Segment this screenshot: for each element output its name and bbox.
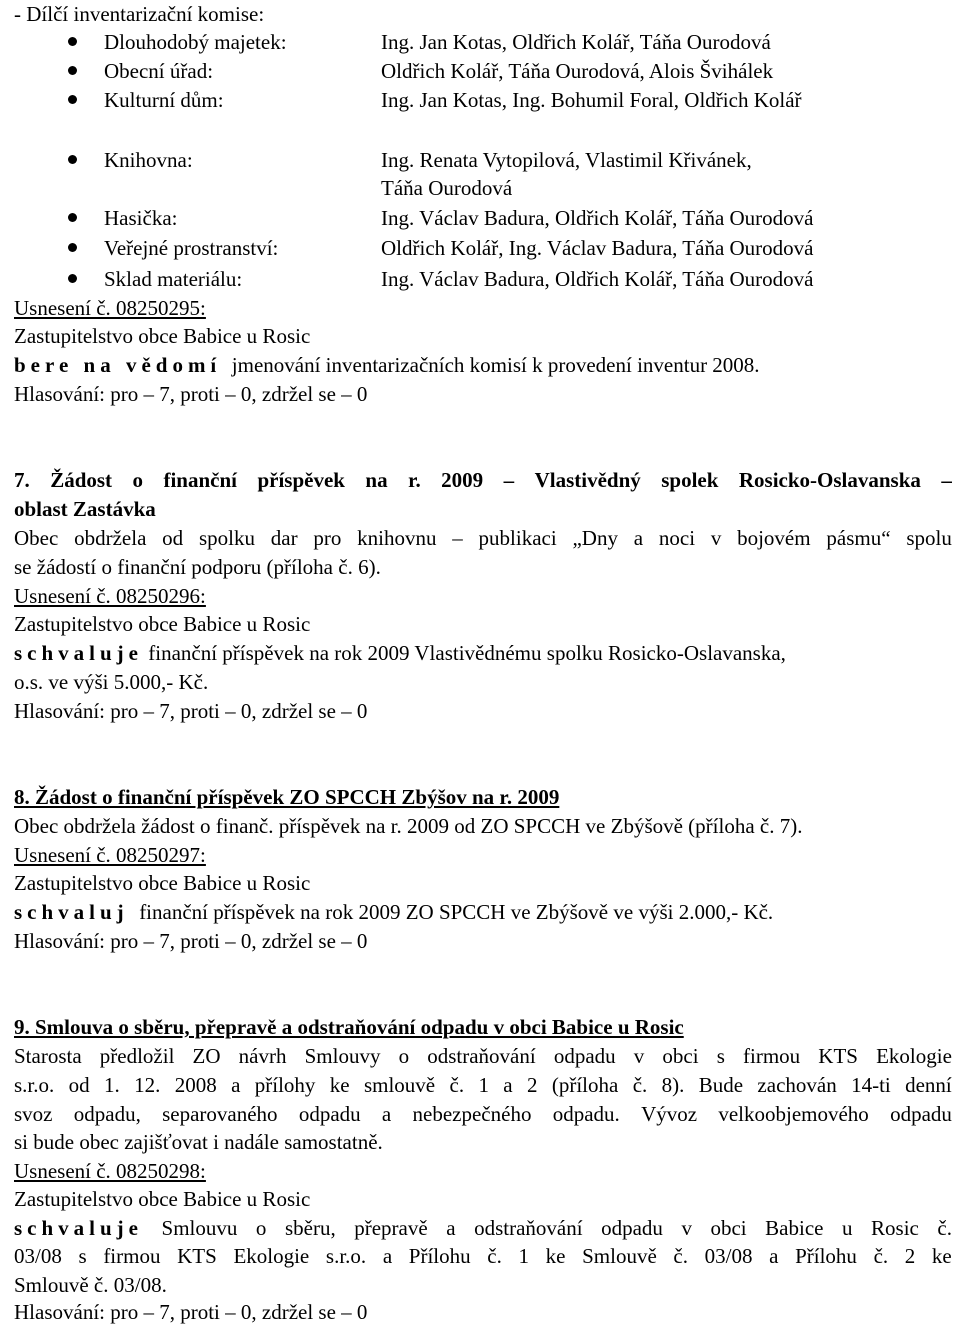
word: a xyxy=(503,1073,513,1097)
bullet-icon xyxy=(68,37,77,46)
word: Starosta xyxy=(14,1044,82,1068)
word: od xyxy=(68,1073,90,1097)
agenda-item-title: 9. Smlouva o sběru, přepravě a odstraňování odpadu v obci Babice u Rosic xyxy=(14,1015,684,1039)
word: KTS xyxy=(177,1244,217,1268)
word: Bude xyxy=(698,1073,744,1097)
commission-members: Ing. Václav Badura, Oldřich Kolář, Táňa Ourodová xyxy=(381,267,814,291)
word: ke xyxy=(931,1244,952,1268)
word: odpadu xyxy=(298,1102,361,1126)
word: č. xyxy=(632,1073,648,1097)
agenda-item-title: 8. Žádost o finanční příspěvek ZO SPCCH Zbýšov na r. 2009 xyxy=(14,785,560,809)
resolution-number: Usnesení č. 08250298: xyxy=(14,1159,206,1183)
word: – xyxy=(941,468,952,492)
resolution-text xyxy=(14,351,760,379)
word: 12. xyxy=(134,1073,161,1097)
resolution-verb: schvaluj xyxy=(14,900,129,924)
word: na xyxy=(365,468,388,492)
word: KTS xyxy=(818,1044,858,1068)
resolution-content: finanční příspěvek na rok 2009 ZO SPCCH ve Zbýšově ve výši 2.000,- Kč. xyxy=(139,900,774,924)
word: nebezpečného xyxy=(412,1102,532,1126)
word: a xyxy=(381,1102,392,1126)
word: Vlastivědný xyxy=(534,468,641,492)
word: Babice xyxy=(765,1216,824,1240)
word: Ekologie xyxy=(233,1244,310,1268)
agenda-item-desc-line: se žádostí o finanční podporu (příloha č. 6). xyxy=(14,555,381,579)
word: o xyxy=(398,1044,410,1068)
word: a xyxy=(446,1216,456,1240)
agenda-item-title-line xyxy=(14,466,952,494)
commission-item xyxy=(14,204,954,232)
word: finanční xyxy=(163,468,237,492)
agenda-item-desc-line xyxy=(14,1042,952,1070)
resolution-text xyxy=(14,898,773,926)
word: č. xyxy=(449,1073,465,1097)
commission-members: Oldřich Kolář, Táňa Ourodová, Alois Švihálek xyxy=(381,59,774,83)
word: 03/08 xyxy=(14,1244,62,1268)
word: 14-ti xyxy=(851,1073,891,1097)
word: návrh xyxy=(238,1044,287,1068)
agenda-item-title xyxy=(14,466,952,494)
commission-members: Ing. Jan Kotas, Oldřich Kolář, Táňa Ourodová xyxy=(381,30,771,54)
word: bojovém xyxy=(737,526,811,550)
agenda-item-desc xyxy=(14,1042,952,1070)
word: č. xyxy=(487,1244,502,1268)
word: odpadu. xyxy=(552,1102,620,1126)
word: spolku xyxy=(198,526,255,550)
word: Vývoz xyxy=(641,1102,698,1126)
word: 2 xyxy=(904,1244,916,1268)
resolution-text-line xyxy=(14,1214,952,1242)
word: odstraňování xyxy=(427,1044,536,1068)
resolution-number: Usnesení č. 08250296: xyxy=(14,584,206,608)
word: Obec xyxy=(14,526,59,550)
resolution-body: Zastupitelstvo obce Babice u Rosic xyxy=(14,871,311,895)
resolution-text xyxy=(14,639,786,667)
word: u xyxy=(842,1216,853,1240)
word: knihovnu xyxy=(357,526,437,550)
word: Ekologie xyxy=(876,1044,952,1068)
word: obci xyxy=(710,1216,747,1240)
resolution-text xyxy=(14,1242,952,1270)
commission-members: Oldřich Kolář, Ing. Václav Badura, Táňa Ourodová xyxy=(381,236,814,260)
word: 2009 xyxy=(441,468,484,492)
word: od xyxy=(162,526,184,550)
agenda-item-desc-line xyxy=(14,1100,952,1128)
bullet-icon xyxy=(68,243,77,252)
word: – xyxy=(452,526,463,550)
word: obci xyxy=(662,1044,699,1068)
word: 1. xyxy=(103,1073,120,1097)
agenda-item-desc-line xyxy=(14,524,952,552)
word: v xyxy=(633,1044,645,1068)
commission-item xyxy=(14,28,954,56)
agenda-item-desc xyxy=(14,1071,952,1099)
resolution-number: Usnesení č. 08250297: xyxy=(14,843,206,867)
word: přílohy xyxy=(254,1073,316,1097)
agenda-item-desc xyxy=(14,524,952,552)
vote-result: Hlasování: pro – 7, proti – 0, zdržel se – 0 xyxy=(14,382,368,406)
word: s.r.o. xyxy=(14,1073,55,1097)
word: ke xyxy=(329,1073,350,1097)
vote-result: Hlasování: pro – 7, proti – 0, zdržel se – 0 xyxy=(14,699,368,723)
resolution-text-line xyxy=(14,1242,952,1270)
word: r. xyxy=(408,468,421,492)
word: separovaného xyxy=(162,1102,278,1126)
word: ke xyxy=(545,1244,566,1268)
bullet-icon xyxy=(68,95,77,104)
word: Smlouvě xyxy=(582,1244,657,1268)
word: a xyxy=(633,526,644,550)
word: o xyxy=(132,468,144,492)
word: a xyxy=(382,1244,393,1268)
word: (příloha xyxy=(551,1073,619,1097)
resolution-verb: schvaluje xyxy=(14,1216,143,1240)
word: pásmu“ xyxy=(826,526,891,550)
word: č. xyxy=(873,1244,889,1268)
resolution-text xyxy=(14,1214,952,1242)
word: s xyxy=(78,1244,87,1268)
resolution-body: Zastupitelstvo obce Babice u Rosic xyxy=(14,324,311,348)
bullet-icon xyxy=(68,66,77,75)
resolution-body: Zastupitelstvo obce Babice u Rosic xyxy=(14,612,311,636)
word: 7. xyxy=(14,468,30,492)
word: „Dny xyxy=(572,526,618,550)
resolution-content: jmenování inventarizačních komisí k provedení inventur 2008. xyxy=(231,353,760,377)
bullet-icon xyxy=(68,213,77,222)
agenda-item-desc xyxy=(14,1100,952,1128)
word: zachován xyxy=(757,1073,837,1097)
word: 1 xyxy=(478,1073,489,1097)
word: 1 xyxy=(518,1244,529,1268)
commission-label: Obecní úřad: xyxy=(104,59,214,83)
word: Rosic xyxy=(871,1216,919,1240)
agenda-item-title-line: oblast Zastávka xyxy=(14,497,156,521)
resolution-content: finanční příspěvek na rok 2009 Vlastivědnému spolku Rosicko-Oslavanska, xyxy=(148,641,786,665)
word: 2 xyxy=(526,1073,538,1097)
word: noci xyxy=(658,526,696,550)
word: předložil xyxy=(99,1044,175,1068)
commission-members: Ing. Václav Badura, Oldřich Kolář, Táňa Ourodová xyxy=(381,206,814,230)
resolution-verb: bere na vědomí xyxy=(14,353,222,377)
agenda-item-desc: Obec obdržela žádost o finanč. příspěvek na r. 2009 od ZO SPCCH ve Zbýšově (příloha č. 7). xyxy=(14,814,803,838)
commission-label: Veřejné prostranství: xyxy=(104,236,279,260)
word: odstraňování xyxy=(474,1216,583,1240)
commission-members-continued: Táňa Ourodová xyxy=(381,176,513,200)
commission-label: Kulturní dům: xyxy=(104,88,224,112)
word: a xyxy=(231,1073,241,1097)
word: 03/08 xyxy=(704,1244,753,1268)
resolution-verb: schvaluje xyxy=(14,641,143,665)
word: odpadu xyxy=(553,1044,616,1068)
bullet-icon xyxy=(68,155,77,164)
word: odpadu xyxy=(601,1216,663,1240)
word: obdržela xyxy=(74,526,147,550)
commission-item-continuation xyxy=(14,174,954,202)
commission-label: Knihovna: xyxy=(104,148,193,172)
word: spolu xyxy=(906,526,952,550)
word: ZO xyxy=(192,1044,221,1068)
word: publikaci xyxy=(478,526,557,550)
word: smlouvě xyxy=(363,1073,436,1097)
word: s.r.o. xyxy=(325,1244,367,1268)
word: dar xyxy=(270,526,298,550)
word: 8). xyxy=(661,1073,685,1097)
word: odpadu, xyxy=(73,1102,141,1126)
word: s xyxy=(716,1044,725,1068)
word: firmou xyxy=(103,1244,161,1268)
commission-label: Dlouhodobý majetek: xyxy=(104,30,287,54)
agenda-item-desc-line xyxy=(14,1071,952,1099)
word: sběru, xyxy=(284,1216,336,1240)
commission-members: Ing. Jan Kotas, Ing. Bohumil Foral, Oldřich Kolář xyxy=(381,88,802,112)
word: příspěvek xyxy=(257,468,345,492)
word: č. xyxy=(937,1216,952,1240)
word: velkoobjemového xyxy=(718,1102,869,1126)
commission-label: Hasička: xyxy=(104,206,178,230)
word: Rosicko-Oslavanska xyxy=(738,468,921,492)
commission-item xyxy=(14,57,954,85)
commission-heading: - Dílčí inventarizační komise: xyxy=(14,2,265,26)
word: Smlouvu xyxy=(161,1216,238,1240)
word: denní xyxy=(905,1073,952,1097)
word: svoz xyxy=(14,1102,53,1126)
word: v xyxy=(681,1216,692,1240)
word: o xyxy=(255,1216,267,1240)
word: spolek xyxy=(661,468,719,492)
word: pro xyxy=(313,526,342,550)
agenda-item-desc-line: si bude obec zajišťovat i nadále samostatně. xyxy=(14,1130,383,1154)
commission-item xyxy=(14,265,954,293)
bullet-icon xyxy=(68,274,77,283)
commission-members: Ing. Renata Vytopilová, Vlastimil Křivánek, xyxy=(381,148,752,172)
word: a xyxy=(769,1244,779,1268)
vote-result: Hlasování: pro – 7, proti – 0, zdržel se – 0 xyxy=(14,1300,368,1324)
word: firmou xyxy=(743,1044,801,1068)
word: Žádost xyxy=(50,468,113,492)
commission-label: Sklad materiálu: xyxy=(104,267,243,291)
word: – xyxy=(503,468,515,492)
word: přepravě xyxy=(354,1216,428,1240)
word: Přílohu xyxy=(795,1244,857,1268)
word: odpadu xyxy=(890,1102,952,1126)
commission-item xyxy=(14,146,954,174)
word: č. xyxy=(673,1244,688,1268)
word: Přílohu xyxy=(408,1244,471,1268)
word: 2008 xyxy=(174,1073,217,1097)
vote-result: Hlasování: pro – 7, proti – 0, zdržel se – 0 xyxy=(14,929,368,953)
word: Smlouvy xyxy=(304,1044,381,1068)
resolution-number: Usnesení č. 08250295: xyxy=(14,296,206,320)
word: v xyxy=(710,526,722,550)
resolution-text-line: Smlouvě č. 03/08. xyxy=(14,1273,167,1297)
resolution-text-line: o.s. ve výši 5.000,- Kč. xyxy=(14,670,209,694)
commission-item xyxy=(14,86,954,114)
commission-item xyxy=(14,234,954,262)
resolution-body: Zastupitelstvo obce Babice u Rosic xyxy=(14,1187,311,1211)
